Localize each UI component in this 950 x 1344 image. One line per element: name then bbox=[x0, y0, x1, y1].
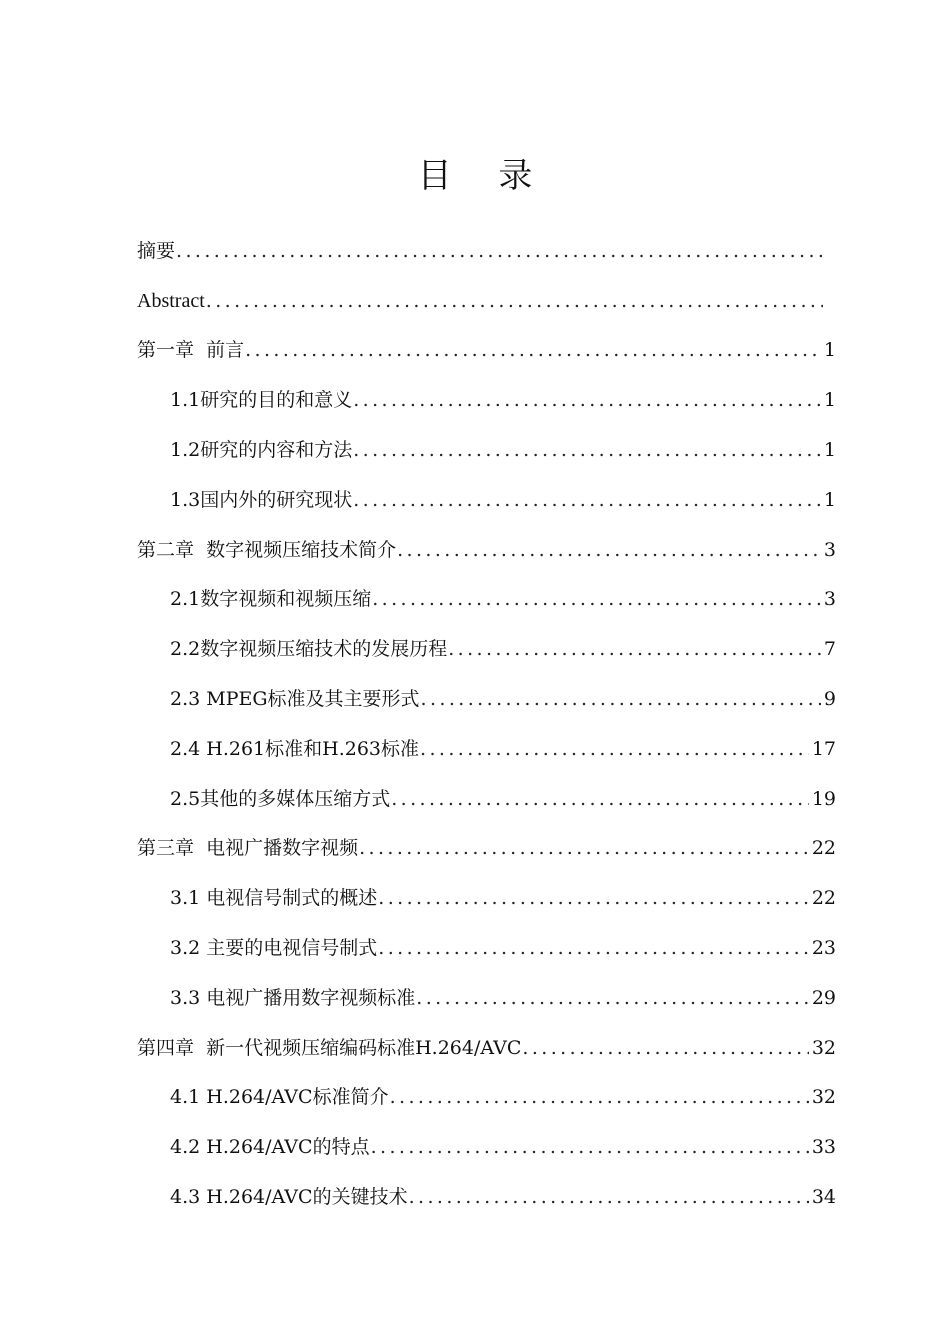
toc-dot-leader bbox=[206, 289, 823, 313]
toc-entry-label: 3.3 电视广播用数字视频标准 bbox=[170, 986, 416, 1009]
toc-page-number: 3 bbox=[823, 588, 836, 611]
toc-dot-leader bbox=[390, 1085, 809, 1109]
toc-page-number: 19 bbox=[811, 787, 836, 810]
toc-page-number: 23 bbox=[811, 937, 836, 960]
table-of-contents bbox=[137, 226, 836, 1222]
toc-entry-label: 2.2数字视频压缩技术的发展历程 bbox=[170, 638, 448, 661]
toc-dot-leader bbox=[378, 936, 809, 960]
toc-dot-leader bbox=[397, 538, 821, 562]
toc-entry-label: 2.3 MPEG标准及其主要形式 bbox=[170, 688, 420, 711]
toc-entry-section-1-3[interactable] bbox=[137, 475, 836, 525]
toc-entry-section-2-1[interactable] bbox=[137, 575, 836, 625]
toc-page-number: 1 bbox=[823, 339, 836, 362]
toc-entry-section-2-2[interactable] bbox=[137, 624, 836, 674]
toc-entry-label: 4.2 H.264/AVC的特点 bbox=[170, 1136, 370, 1159]
toc-page-number: 1 bbox=[823, 389, 836, 412]
toc-dot-leader bbox=[353, 388, 821, 412]
toc-entry-section-2-5[interactable] bbox=[137, 774, 836, 824]
toc-page-number: 22 bbox=[811, 837, 836, 860]
toc-entry-label: 2.5其他的多媒体压缩方式 bbox=[170, 787, 391, 810]
toc-page-number: 9 bbox=[823, 688, 836, 711]
toc-entry-abstract-cn[interactable] bbox=[137, 226, 836, 276]
toc-entry-label: 第一章 前言 bbox=[137, 339, 245, 362]
toc-entry-chapter-1[interactable] bbox=[137, 326, 836, 376]
toc-dot-leader bbox=[420, 737, 809, 761]
toc-entry-label: Abstract bbox=[137, 289, 205, 312]
toc-entry-label: 摘要 bbox=[137, 239, 176, 262]
toc-entry-section-3-1[interactable] bbox=[137, 873, 836, 923]
toc-entry-label: 1.3国内外的研究现状 bbox=[170, 488, 353, 511]
page-title: 目 录 bbox=[417, 156, 551, 196]
toc-dot-leader bbox=[372, 587, 821, 611]
toc-entry-abstract-en[interactable] bbox=[137, 276, 836, 326]
toc-page-number: 7 bbox=[823, 638, 836, 661]
toc-page-number: 29 bbox=[811, 986, 836, 1009]
toc-entry-section-4-3[interactable] bbox=[137, 1172, 836, 1222]
toc-entry-label: 4.3 H.264/AVC的关键技术 bbox=[170, 1186, 408, 1209]
toc-page-number: 1 bbox=[823, 488, 836, 511]
toc-entry-section-1-2[interactable] bbox=[137, 425, 836, 475]
toc-dot-leader bbox=[391, 787, 809, 811]
toc-page-number: 22 bbox=[811, 887, 836, 910]
toc-page-number: 32 bbox=[811, 1086, 836, 1109]
toc-entry-label: 第四章 新一代视频压缩编码标准H.264/AVC bbox=[137, 1036, 522, 1059]
toc-entry-label: 2.1数字视频和视频压缩 bbox=[170, 588, 372, 611]
toc-entry-label: 1.2研究的内容和方法 bbox=[170, 439, 353, 462]
toc-entry-section-4-2[interactable] bbox=[137, 1122, 836, 1172]
toc-entry-label: 2.4 H.261标准和H.263标准 bbox=[170, 737, 420, 760]
toc-dot-leader bbox=[371, 1135, 809, 1159]
toc-dot-leader bbox=[409, 1185, 809, 1209]
toc-page-number: 33 bbox=[811, 1136, 836, 1159]
toc-entry-section-3-3[interactable] bbox=[137, 973, 836, 1023]
toc-entry-section-2-3[interactable] bbox=[137, 674, 836, 724]
toc-dot-leader bbox=[416, 986, 809, 1010]
toc-dot-leader bbox=[421, 687, 821, 711]
toc-dot-leader bbox=[522, 1036, 808, 1060]
toc-entry-label: 3.2 主要的电视信号制式 bbox=[170, 937, 378, 960]
toc-entry-section-2-4[interactable] bbox=[137, 724, 836, 774]
toc-dot-leader bbox=[448, 637, 821, 661]
toc-dot-leader bbox=[353, 488, 821, 512]
toc-page-number: 34 bbox=[811, 1186, 836, 1209]
toc-page-number: 32 bbox=[811, 1036, 836, 1059]
toc-entry-section-4-1[interactable] bbox=[137, 1073, 836, 1123]
toc-entry-section-1-1[interactable] bbox=[137, 375, 836, 425]
toc-page-number: 1 bbox=[823, 439, 836, 462]
toc-dot-leader bbox=[378, 886, 809, 910]
toc-entry-chapter-3[interactable] bbox=[137, 824, 836, 874]
toc-page-number: 17 bbox=[811, 737, 836, 760]
toc-page-number: 3 bbox=[823, 538, 836, 561]
toc-entry-chapter-2[interactable] bbox=[137, 525, 836, 575]
toc-dot-leader bbox=[353, 438, 821, 462]
toc-entry-chapter-4[interactable] bbox=[137, 1023, 836, 1073]
toc-entry-label: 1.1研究的目的和意义 bbox=[170, 389, 353, 412]
toc-entry-label: 3.1 电视信号制式的概述 bbox=[170, 887, 378, 910]
toc-dot-leader bbox=[245, 338, 821, 362]
toc-entry-section-3-2[interactable] bbox=[137, 923, 836, 973]
toc-dot-leader bbox=[176, 239, 823, 263]
toc-dot-leader bbox=[359, 836, 809, 860]
toc-entry-label: 第二章 数字视频压缩技术简介 bbox=[137, 538, 397, 561]
toc-entry-label: 4.1 H.264/AVC标准简介 bbox=[170, 1086, 389, 1109]
toc-entry-label: 第三章 电视广播数字视频 bbox=[137, 837, 359, 860]
